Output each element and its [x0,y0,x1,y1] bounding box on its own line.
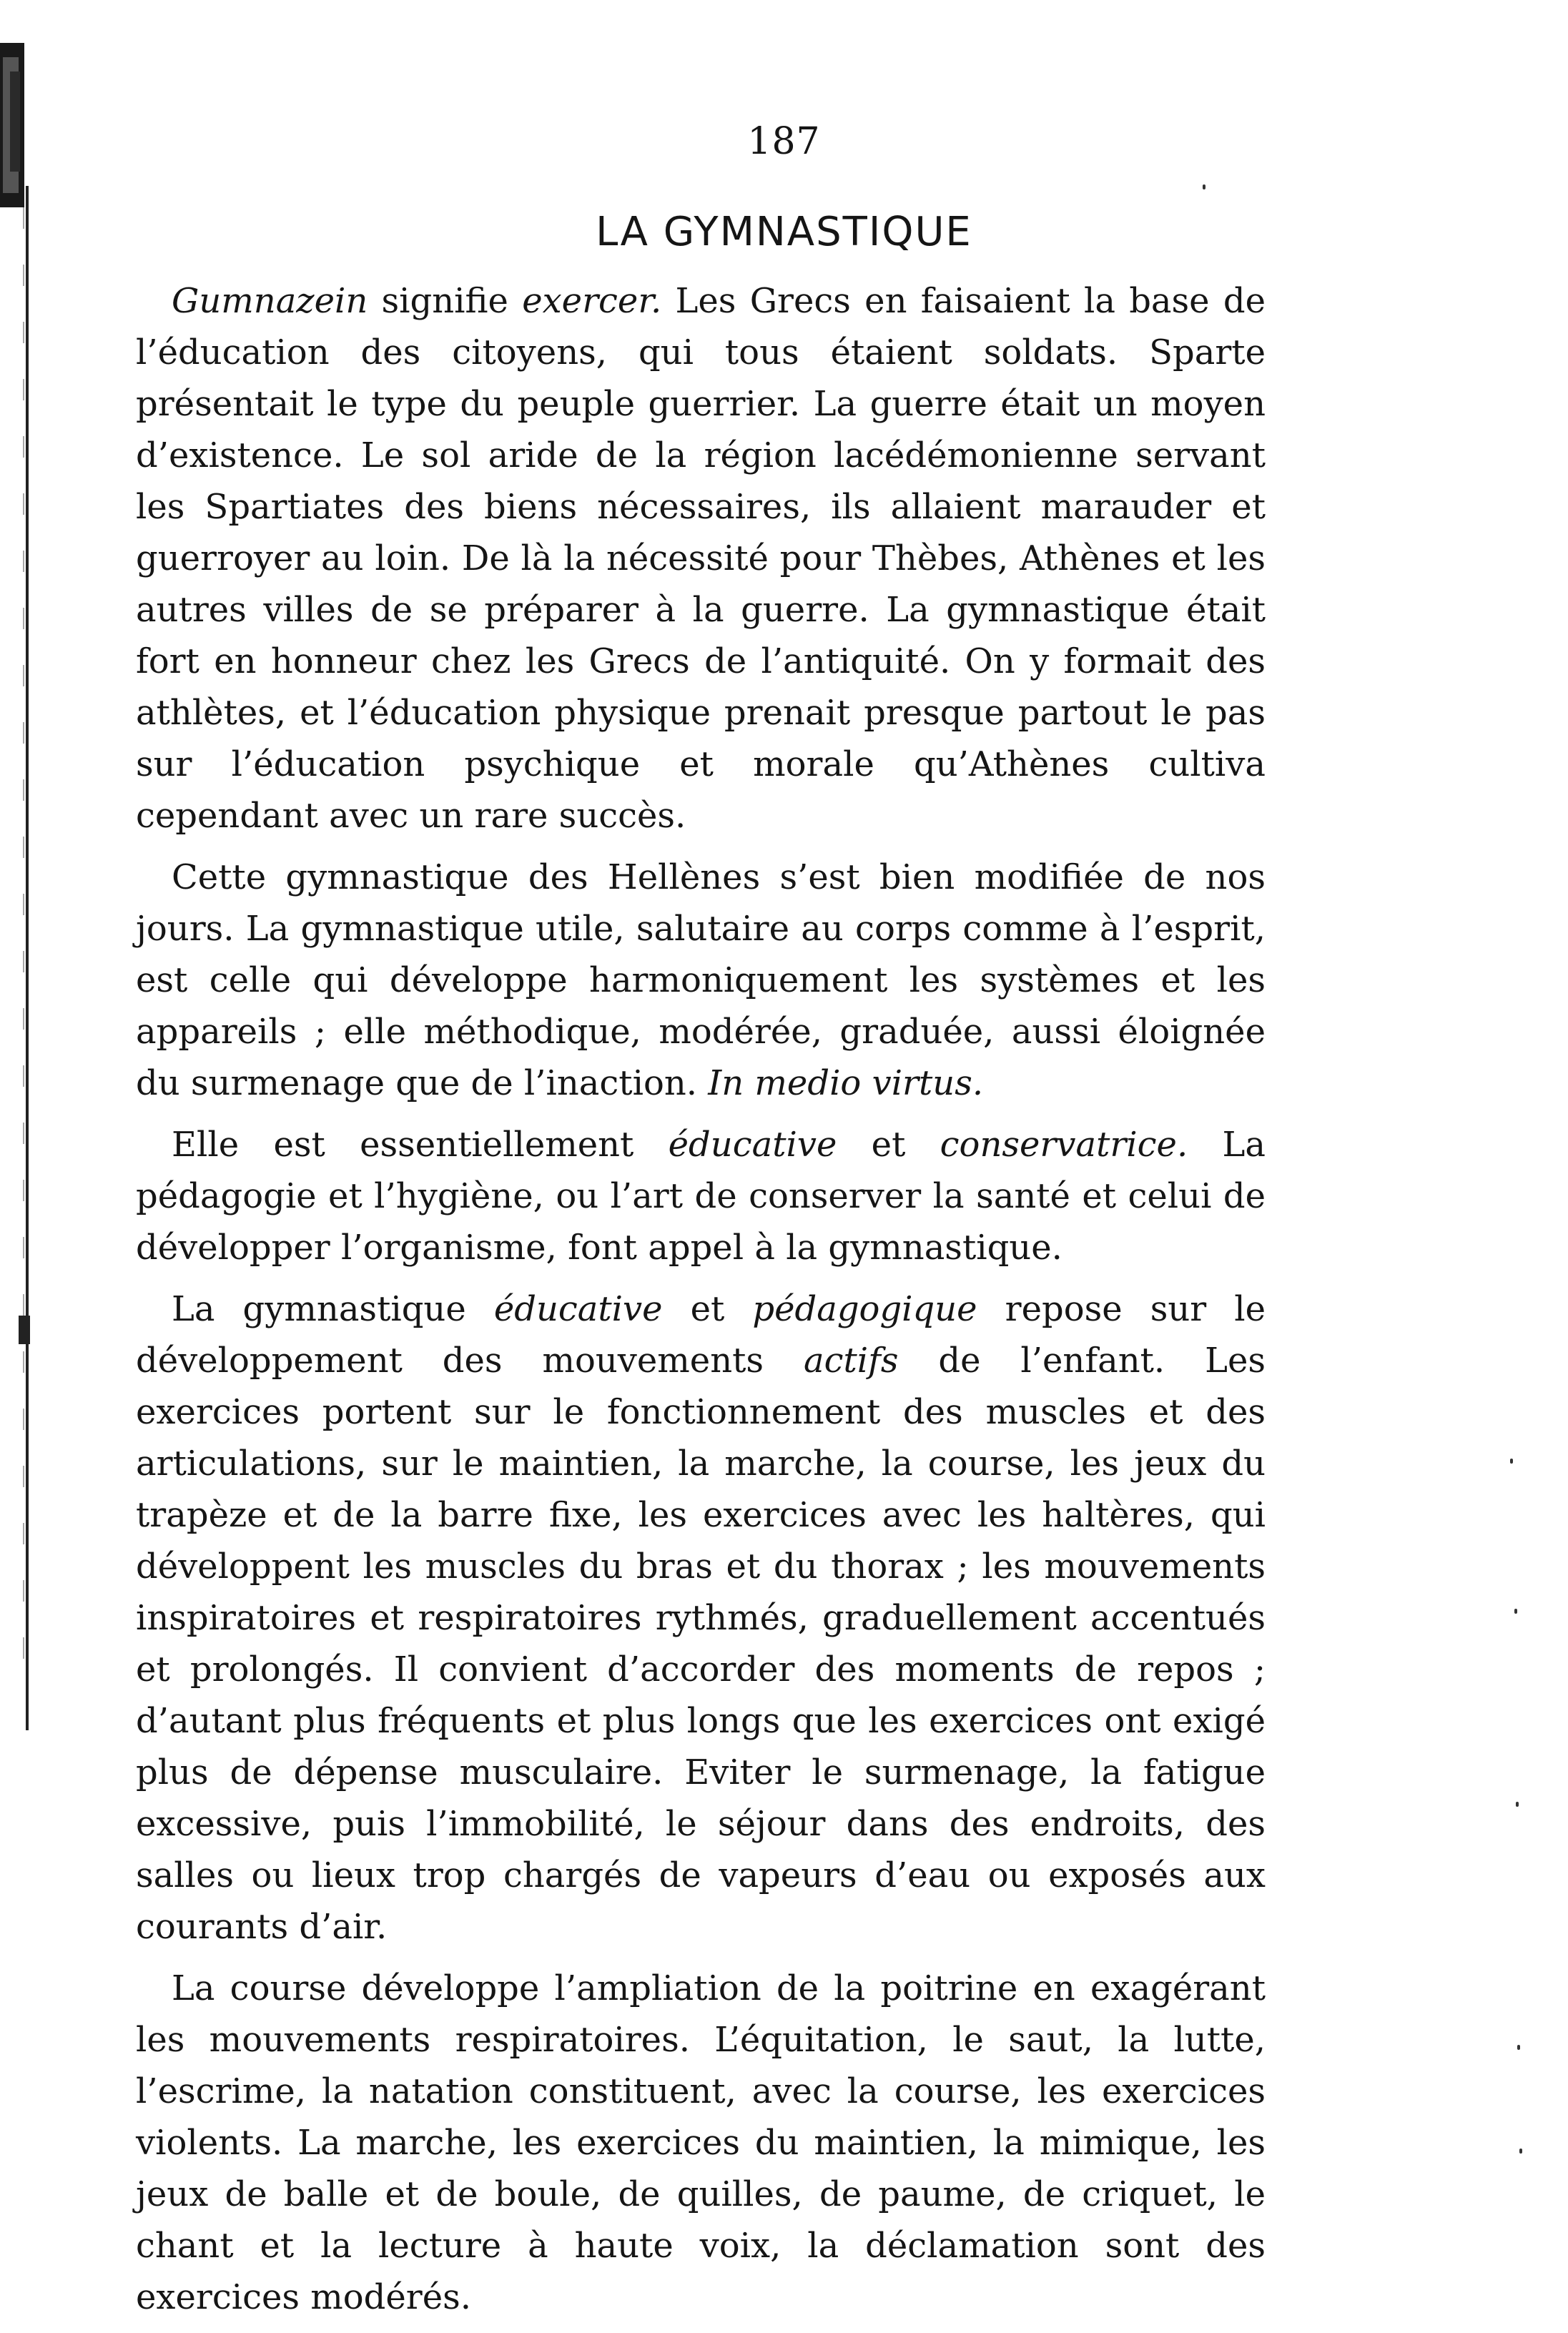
paragraph [136,1119,1266,1273]
paragraph [136,1963,1266,2323]
paragraph-text: Cette gymnastique des Hellènes s’est bien modifiée de nos jours. La gymnastique utile, salutaire au corps comme à l’esprit, est celle qui développe harmoniquement les systèmes et les appareils ; elle méthodique, modérée, graduée, aussi éloignée du surmenage que de l’inaction. [136,857,1266,1103]
italic-text: actifs [803,1341,899,1381]
scan-speck [1519,2149,1522,2154]
italic-text: conservatrice. [940,1125,1188,1165]
paragraph-text: de l’enfant. Les exercices portent sur le fonctionnement des muscles et des articulations, sur le maintien, la marche, la course, les jeux du trapèze et de la barre fixe, les exercices avec les haltères, qui développent les muscles du bras et du thorax ; les mouvements inspiratoires et respiratoires rythmés, graduellement accentués et prolongés. Il convient d’accorder des moments de repos ; d’autant plus fréquents et plus longs que les exercices ont exigé plus de dépense musculaire. Eviter le surmenage, la fatigue excessive, puis l’immobilité, le séjour dans des endroits, des salles ou lieux trop chargés de vapeurs d’eau ou exposés aux courants d’air. [136,1341,1266,1947]
italic-text: pédagogique [752,1289,977,1329]
italic-text: éducative [493,1289,663,1329]
scan-speck [1203,184,1205,189]
scan-speck [1514,1609,1517,1614]
paragraph [136,1283,1266,1953]
italic-text: exercer. [522,281,662,321]
italic-text: Gumnazein [172,281,368,321]
scan-speck [1510,1459,1513,1464]
body-text [136,275,1266,2333]
paragraph-text: Elle est essentiellement [172,1125,669,1165]
italic-text: éducative [668,1125,837,1165]
paragraph-text: La pédagogie et l’hygiène, ou l’art de conserver la santé et celui de développer l’organisme, font appel à la gymnastique. [136,1125,1266,1268]
section-title: LA GYMNASTIQUE [596,209,972,255]
scan-speck [1516,1802,1519,1807]
page-binding-edge [0,43,33,1759]
paragraph [136,275,1266,842]
paragraph-text: et [662,1289,753,1329]
paragraph-text: La gymnastique [172,1289,494,1329]
paragraph-text: La course développe l’ampliation de la poitrine en exagérant les mouvements respiratoires. L’équitation, le saut, la lutte, l’escrime, la natation constituent, avec la course, les exercices violents. La marche, les exercices du maintien, la mimique, les jeux de balle et de boule, de quilles, de paume, de criquet, le chant et la lecture à haute voix, la déclamation sont des exercices modérés. [136,1968,1266,2317]
binding-edge-graphic [0,43,33,1759]
paragraph [136,852,1266,1109]
paragraph-text: Les Grecs en faisaient la base de l’éducation des citoyens, qui tous étaient soldats. Sparte présentait le type du peuple guerrier. La guerre était un moyen d’existence. Le sol aride de la région lacédémonienne servant les Spartiates des biens nécessaires, ils allaient marauder et guerroyer au loin. De là la nécessité pour Thèbes, Athènes et les autres villes de se préparer à la guerre. La gymnastique était fort en honneur chez les Grecs de l’antiquité. On y formait des athlètes, et l’éducation physique prenait presque partout le pas sur l’éducation psychique et morale qu’Athènes cultiva cependant avec un rare succès. [136,281,1266,836]
paragraph-text: signifie [368,281,523,321]
paragraph-text: et [837,1125,940,1165]
italic-text: In medio virtus. [708,1063,984,1103]
scan-speck [1517,2045,1520,2050]
page-number: 187 [747,120,821,163]
paragraph-text: repose sur le développement des mouvements [136,1289,1266,1381]
